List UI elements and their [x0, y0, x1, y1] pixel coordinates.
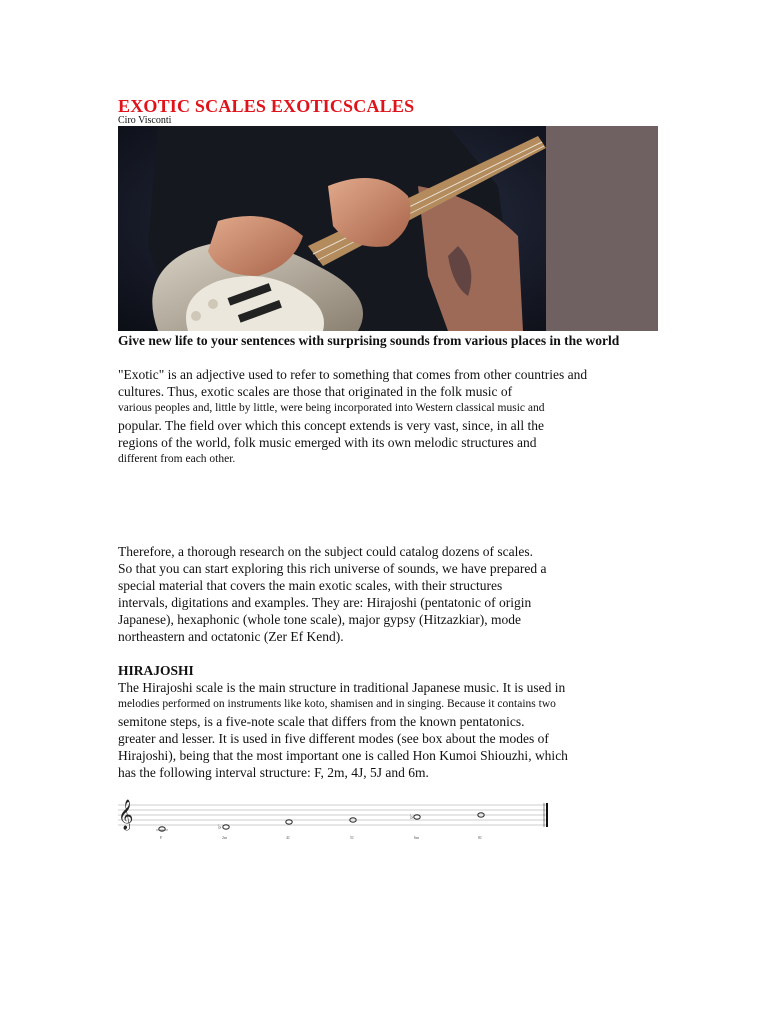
flat-sign-icon: ♭ [218, 823, 222, 831]
note-label: F [160, 835, 163, 840]
author-name: Ciro Visconti [118, 115, 172, 126]
flat-sign-icon: ♭ [410, 813, 414, 821]
text-line: Therefore, a thorough research on the subject could catalog dozens of scales. [118, 544, 533, 559]
treble-clef-icon: 𝄞 [118, 800, 134, 830]
text-line: popular. The field over which this concept extends is very vast, since, in all the [118, 418, 545, 433]
hero-image [118, 126, 658, 331]
note-label: 6m [414, 835, 420, 840]
text-line: Hirajoshi), being that the most important one is called Hon Kumoi Shiouzhi, which [118, 748, 568, 763]
note-label: 4J [286, 835, 290, 840]
note-label: 5J [350, 835, 354, 840]
staff-note [159, 827, 165, 831]
text-line: Japanese), hexaphonic (whole tone scale), major gypsy (Hitzazkiar), mode [118, 612, 521, 627]
text-line: semitone steps, is a five-note scale that differs from the known pentatonics. [118, 714, 525, 729]
text-line: intervals, digitations and examples. They are: Hirajoshi (pentatonic of origin [118, 595, 532, 610]
note-label: 8J [478, 835, 482, 840]
second-paragraph [118, 543, 658, 645]
text-line: So that you can start exploring this rich universe of sounds, we have prepared a [118, 561, 547, 576]
intro-paragraph [118, 366, 658, 468]
document-page [118, 96, 658, 845]
staff-note [414, 815, 420, 819]
staff-svg [118, 799, 550, 835]
text-line: various peoples and, little by little, were being incorporated into Western classical music and [118, 402, 545, 414]
music-staff [118, 799, 550, 845]
text-line: melodies performed on instruments like koto, shamisen and in singing. Because it contains two [118, 698, 556, 710]
text-line: special material that covers the main exotic scales, with their structures [118, 578, 503, 593]
text-line: cultures. Thus, exotic scales are those that originated in the folk music of [118, 384, 513, 399]
article-subtitle: Give new life to your sentences with surprising sounds from various places in the world [118, 333, 620, 348]
text-line: regions of the world, folk music emerged with its own melodic structures and [118, 435, 537, 450]
staff-note [286, 820, 292, 824]
document-title: EXOTIC SCALES EXOTICSCALES [118, 96, 415, 116]
text-line: northeastern and octatonic (Zer Ef Kend). [118, 629, 344, 644]
note-label: 2m [222, 835, 228, 840]
text-line: The Hirajoshi scale is the main structure in traditional Japanese music. It is used in [118, 680, 566, 695]
text-line: has the following interval structure: F, 2m, 4J, 5J and 6m. [118, 765, 429, 780]
text-line: "Exotic" is an adjective used to refer to something that comes from other countries and [118, 367, 588, 382]
staff-note [223, 825, 229, 829]
section-heading-hirajoshi: HIRAJOSHI [118, 663, 194, 678]
text-line: different from each other. [118, 453, 236, 465]
staff-note-labels [118, 835, 550, 845]
text-line: greater and lesser. It is used in five different modes (see box about the modes of [118, 731, 549, 746]
hirajoshi-paragraph [118, 679, 658, 781]
